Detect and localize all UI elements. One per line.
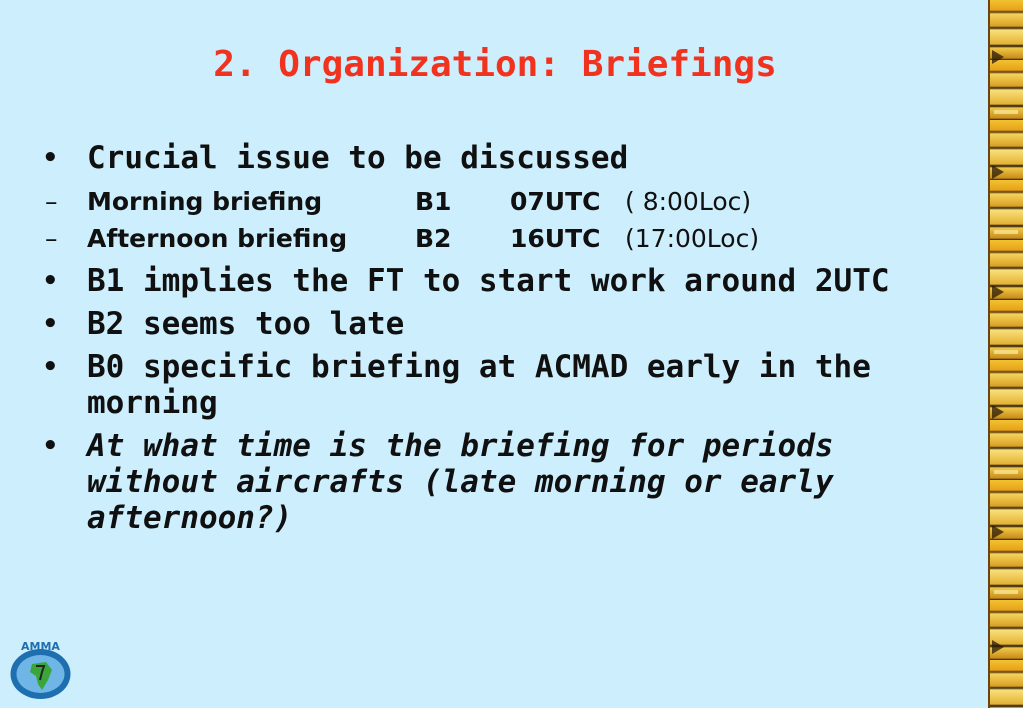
bullet-text: Crucial issue to be discussed [87,140,629,176]
bullet-icon: • [42,266,59,296]
briefing-local: (17:00Loc) [625,224,760,253]
dash-icon: – [45,187,58,216]
bullet-icon: • [42,143,59,173]
briefing-label: Morning briefing [87,187,323,216]
bullet-icon: • [42,352,59,382]
bullet-item-3 [40,306,975,342]
border-pattern-icon [990,0,1023,708]
briefing-utc: 07UTC [510,187,601,216]
bullet-item-2 [40,263,975,299]
bullet-text: At what time is the briefing for periods without aircrafts (late morning or early afternoon?) [87,428,834,536]
briefing-local: ( 8:00Loc) [625,187,752,216]
bullet-icon: • [42,431,59,461]
bullet-list [40,140,975,543]
svg-text:AMMA: AMMA [21,640,60,653]
amma-logo [6,636,75,702]
slide-title: 2. Organization: Briefings [213,44,777,85]
bullet-text: B0 specific briefing at ACMAD early in the morning [87,349,871,421]
decorative-border [988,0,1023,708]
briefing-utc: 16UTC [510,224,601,253]
sub-item-morning [40,183,975,220]
briefing-code: B2 [415,224,452,253]
bullet-item-4 [40,349,975,421]
sub-item-afternoon [40,220,975,257]
bullet-icon: • [42,309,59,339]
briefing-label: Afternoon briefing [87,224,348,253]
bullet-item-5 [40,428,975,536]
bullet-item-1 [40,140,975,176]
amma-logo-icon [6,636,75,702]
bullet-text: B1 implies the FT to start work around 2UTC [87,263,890,299]
dash-icon: – [45,224,58,253]
bullet-text: B2 seems too late [87,306,405,342]
briefing-code: B1 [415,187,452,216]
